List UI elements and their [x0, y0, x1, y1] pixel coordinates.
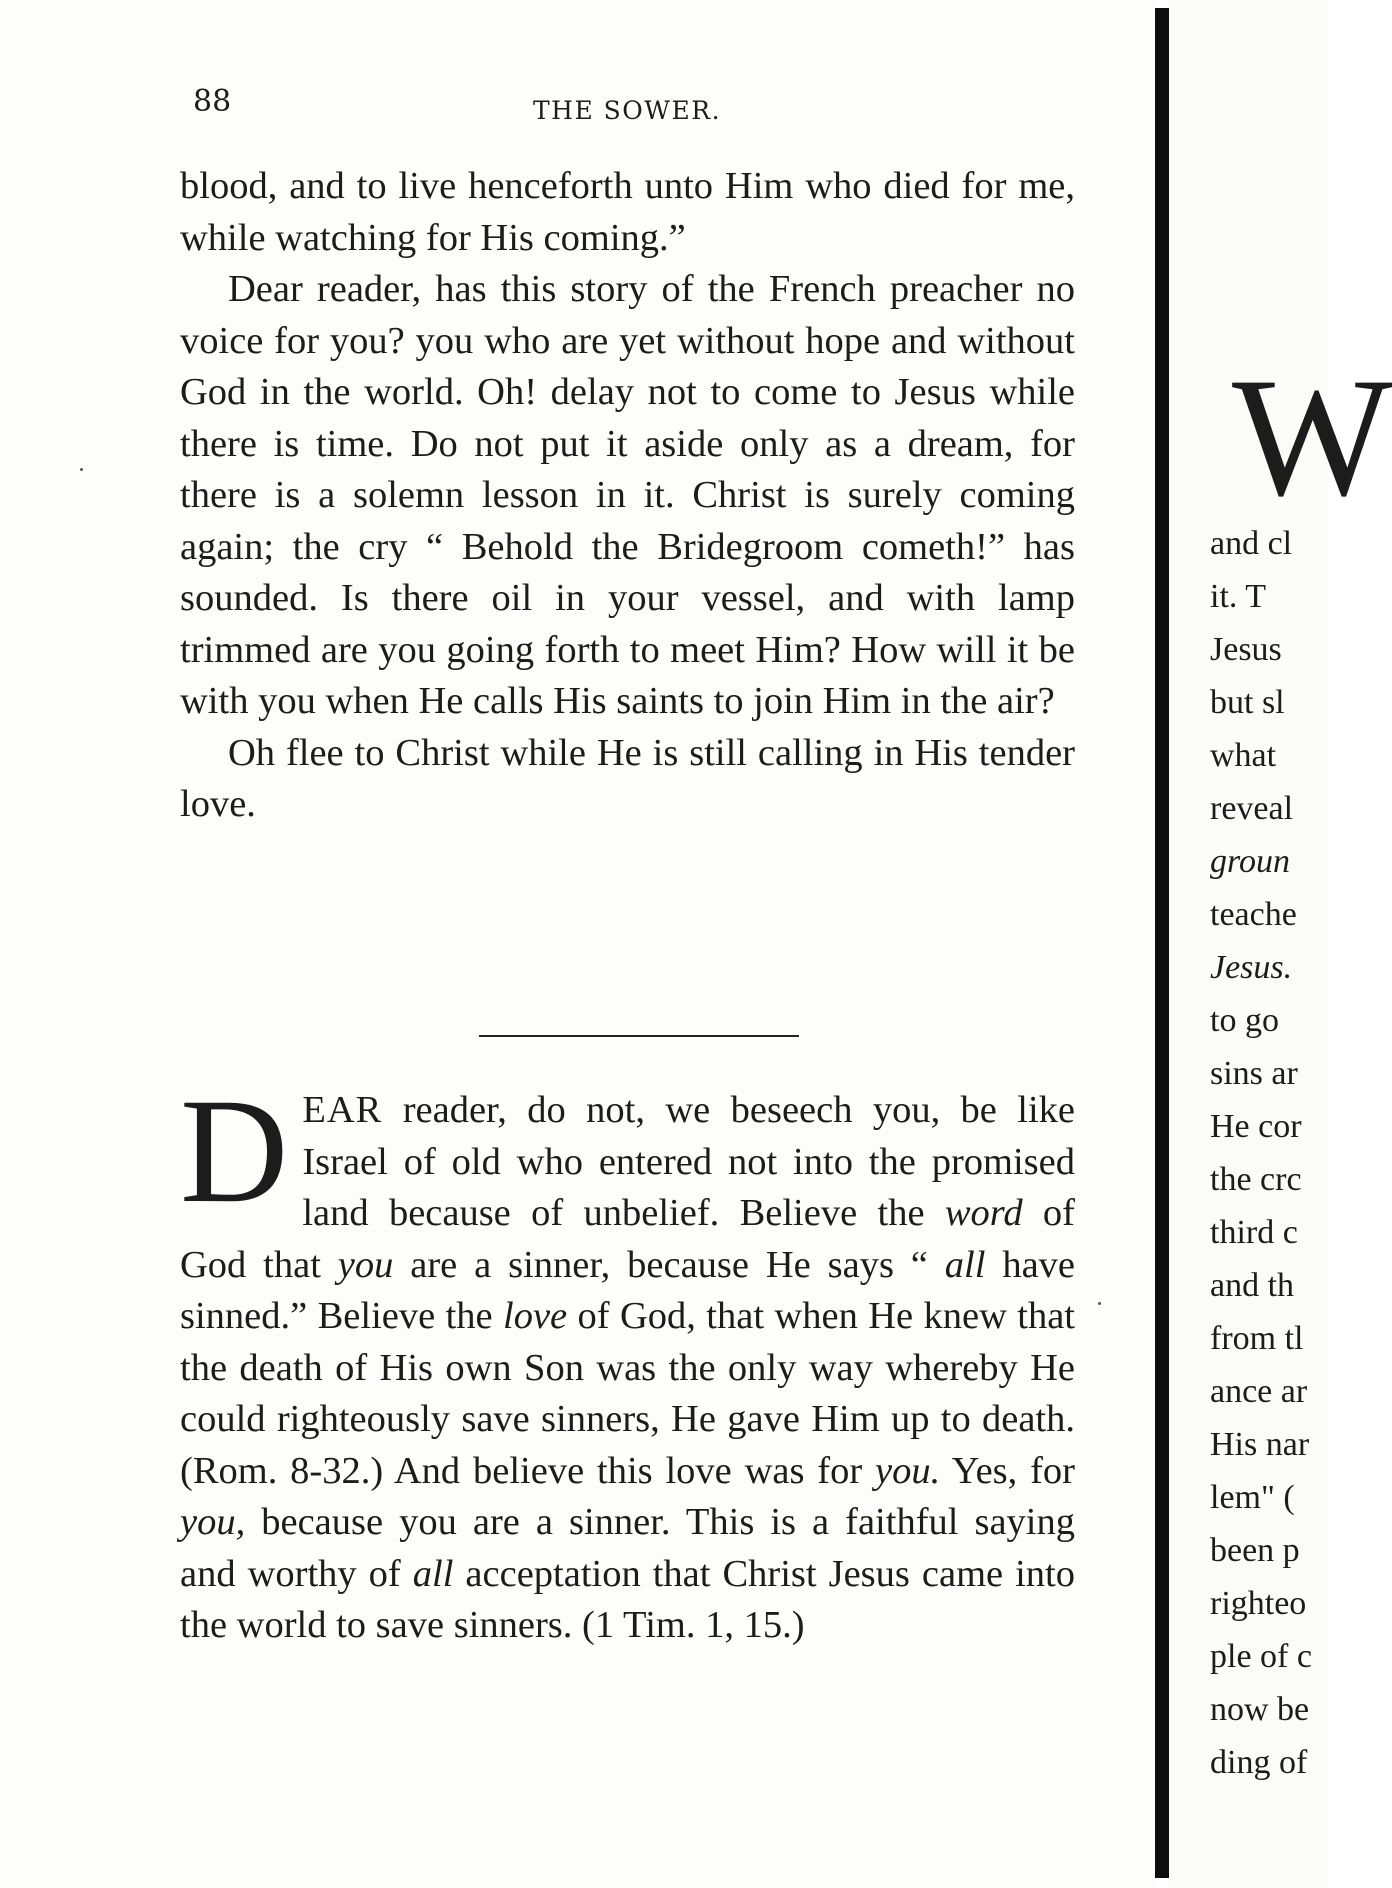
- emphasis: you,: [180, 1501, 246, 1543]
- facing-line: He cor: [1210, 1108, 1302, 1145]
- section-divider: [479, 1035, 799, 1037]
- emphasis: all: [944, 1243, 986, 1286]
- paragraph: blood, and to live henceforth unto Him who died for me, while watching for His coming.”: [180, 165, 1075, 259]
- facing-line: righteo: [1210, 1585, 1307, 1622]
- facing-line: ding of: [1210, 1744, 1308, 1781]
- facing-line: ance ar: [1210, 1373, 1308, 1410]
- text-run: are a sinner, because He says “: [393, 1243, 945, 1286]
- facing-line: the crc: [1210, 1161, 1302, 1198]
- text-run: because you are a sinner. This is a faithful saying and worthy of: [180, 1501, 1075, 1595]
- emphasis: you: [337, 1243, 394, 1286]
- facing-line: and cl: [1210, 525, 1293, 562]
- paragraph: [180, 1068, 1076, 1652]
- facing-line: from tl: [1210, 1320, 1304, 1357]
- paragraph: Oh flee to Christ while He is still calling in His tender love.: [180, 731, 1075, 825]
- running-head: [193, 84, 1083, 134]
- dear-reader-section: [180, 1068, 1076, 1652]
- page-number: 88: [193, 84, 232, 119]
- facing-line: Jesus: [1210, 631, 1282, 668]
- facing-line: reveal: [1210, 790, 1294, 827]
- speck: [80, 468, 83, 471]
- text-run: Yes, for: [940, 1449, 1076, 1492]
- running-title: THE SOWER.: [533, 96, 722, 125]
- text-run: reader, do not, we beseech you, be like Israel of old who entered not into the promised land because of unbelief. Believe the: [302, 1089, 1075, 1234]
- facing-line: sins ar: [1210, 1055, 1298, 1092]
- facing-line: what: [1210, 737, 1277, 774]
- drop-cap: D: [180, 1068, 289, 1234]
- facing-line: been p: [1210, 1532, 1300, 1569]
- facing-line: ple of c: [1210, 1638, 1312, 1675]
- drop-cap-tail: EAR: [302, 1089, 383, 1131]
- facing-line: it. T: [1210, 578, 1267, 615]
- facing-line: His nar: [1210, 1426, 1310, 1463]
- paragraph: Dear reader, has this story of the French preacher no voice for you? you who are yet without hope and without God in the world. Oh! delay not to come to Jesus while there is time. Do not put it aside only as a dream, for there is a solemn lesson in it. Christ is surely coming again; the cry “ Behold the Bridegroom cometh!” has sounded. Is there oil in your vessel, and with lamp trimmed are you going forth to meet Him? How will it be with you when He calls His saints to join Him in the air?: [180, 268, 1075, 722]
- text-run: acceptation that Christ Jesus came into the world to save sinners. (1 Tim. 1, 15.): [180, 1552, 1076, 1646]
- facing-line: and th: [1210, 1267, 1295, 1304]
- top-text: [180, 161, 1075, 831]
- text-run: of God, that when He knew that the death of His own Son was the only way whereby He could righteously save sinners, He gave Him up to death. (Rom. 8-32.) And believe this love was for: [180, 1295, 1075, 1492]
- emphasis: word: [944, 1192, 1023, 1234]
- facing-line: groun: [1210, 843, 1290, 880]
- text-run: have sinned.” Believe the: [180, 1243, 1075, 1337]
- emphasis: all: [412, 1552, 454, 1595]
- facing-line: teache: [1210, 896, 1297, 933]
- facing-line: lem" (: [1210, 1479, 1295, 1516]
- facing-line: Jesus.: [1210, 949, 1293, 986]
- facing-drop-cap: W: [1232, 343, 1392, 531]
- facing-line: third c: [1210, 1214, 1298, 1251]
- facing-line: now be: [1210, 1691, 1310, 1728]
- text-run: of God that: [180, 1192, 1076, 1286]
- emphasis: you.: [875, 1449, 941, 1492]
- book-gutter: [1155, 8, 1169, 1878]
- facing-line: to go: [1210, 1002, 1279, 1039]
- speck: [1098, 1302, 1101, 1305]
- facing-line: but sl: [1210, 684, 1285, 721]
- emphasis: love: [503, 1295, 568, 1337]
